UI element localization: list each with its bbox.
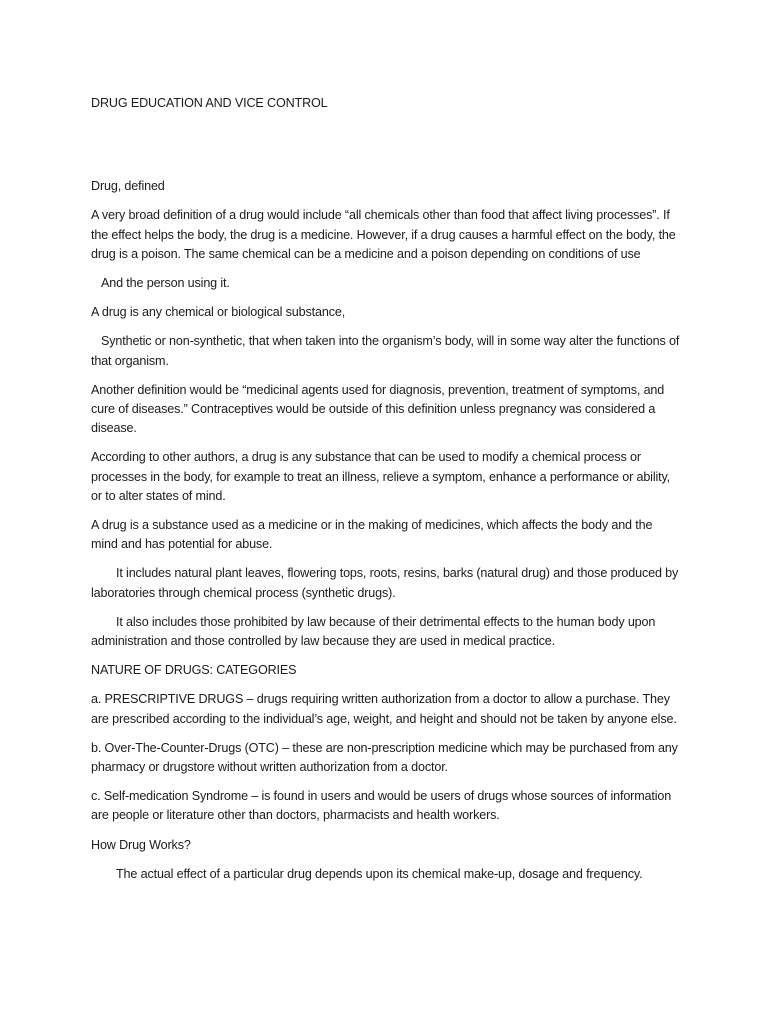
paragraph-another-definition: Another definition would be “medicinal agents used for diagnosis, prevention, treatment of symptoms, and cure of diseases.” Contraceptives would be outside of this definition unless pregnancy was considered a disease. bbox=[91, 382, 665, 436]
paragraph-actual-effect: The actual effect of a particular drug depends upon its chemical make-up, dosage and frequency. bbox=[116, 866, 643, 881]
section-heading-how-drug-works: How Drug Works? bbox=[91, 837, 191, 852]
paragraph-person-using: And the person using it. bbox=[101, 276, 230, 291]
section-heading-drug-defined: Drug, defined bbox=[91, 179, 165, 194]
paragraph-natural-plant: It includes natural plant leaves, flowering tops, roots, resins, barks (natural drug) and those produced by laboratories through chemical process (synthetic drugs). bbox=[91, 566, 679, 600]
section-heading-nature-of-drugs: NATURE OF DRUGS: CATEGORIES bbox=[91, 663, 297, 678]
list-item-self-medication: c. Self-medication Syndrome – is found in users and would be users of drugs whose sources of information are people or literature other than doctors, pharmacists and health workers. bbox=[91, 789, 672, 823]
paragraph-synthetic: Synthetic or non-synthetic, that when taken into the organism’s body, will in some way alter the functions of that organism. bbox=[91, 334, 680, 368]
paragraph-prohibited-by-law: It also includes those prohibited by law because of their detrimental effects to the human body upon administration and those controlled by law because they are used in medical practice. bbox=[91, 614, 656, 649]
paragraph-chemical-substance: A drug is any chemical or biological substance, bbox=[91, 305, 346, 320]
list-item-prescriptive-drugs: a. PRESCRIPTIVE DRUGS – drugs requiring written authorization from a doctor to allow a purchase. They are prescribed according to the individual’s age, weight, and height and should not be taken by anyone else. bbox=[91, 692, 677, 726]
paragraph-substance-medicine: A drug is a substance used as a medicine or in the making of medicines, which affects the body and the mind and has potential for abuse. bbox=[91, 518, 653, 552]
list-item-otc-drugs: b. Over-The-Counter-Drugs (OTC) – these are non-prescription medicine which may be purchased from any pharmacy or drugstore without written authorization from a doctor. bbox=[91, 740, 678, 775]
paragraph-broad-definition: A very broad definition of a drug would include “all chemicals other than food that affect living processes”. If the effect helps the body, the drug is a medicine. However, if a drug causes a harmful effect on the body, the drug is a poison. The same chemical can be a medicine and a poison depending on conditions of use bbox=[91, 208, 676, 261]
paragraph-other-authors: According to other authors, a drug is any substance that can be used to modify a chemical process or processes in the body, for example to treat an illness, relieve a symptom, enhance a performance or ability, or to alter states of mind. bbox=[91, 450, 671, 503]
document-page bbox=[91, 94, 681, 894]
document-title: DRUG EDUCATION AND VICE CONTROL bbox=[91, 96, 328, 110]
